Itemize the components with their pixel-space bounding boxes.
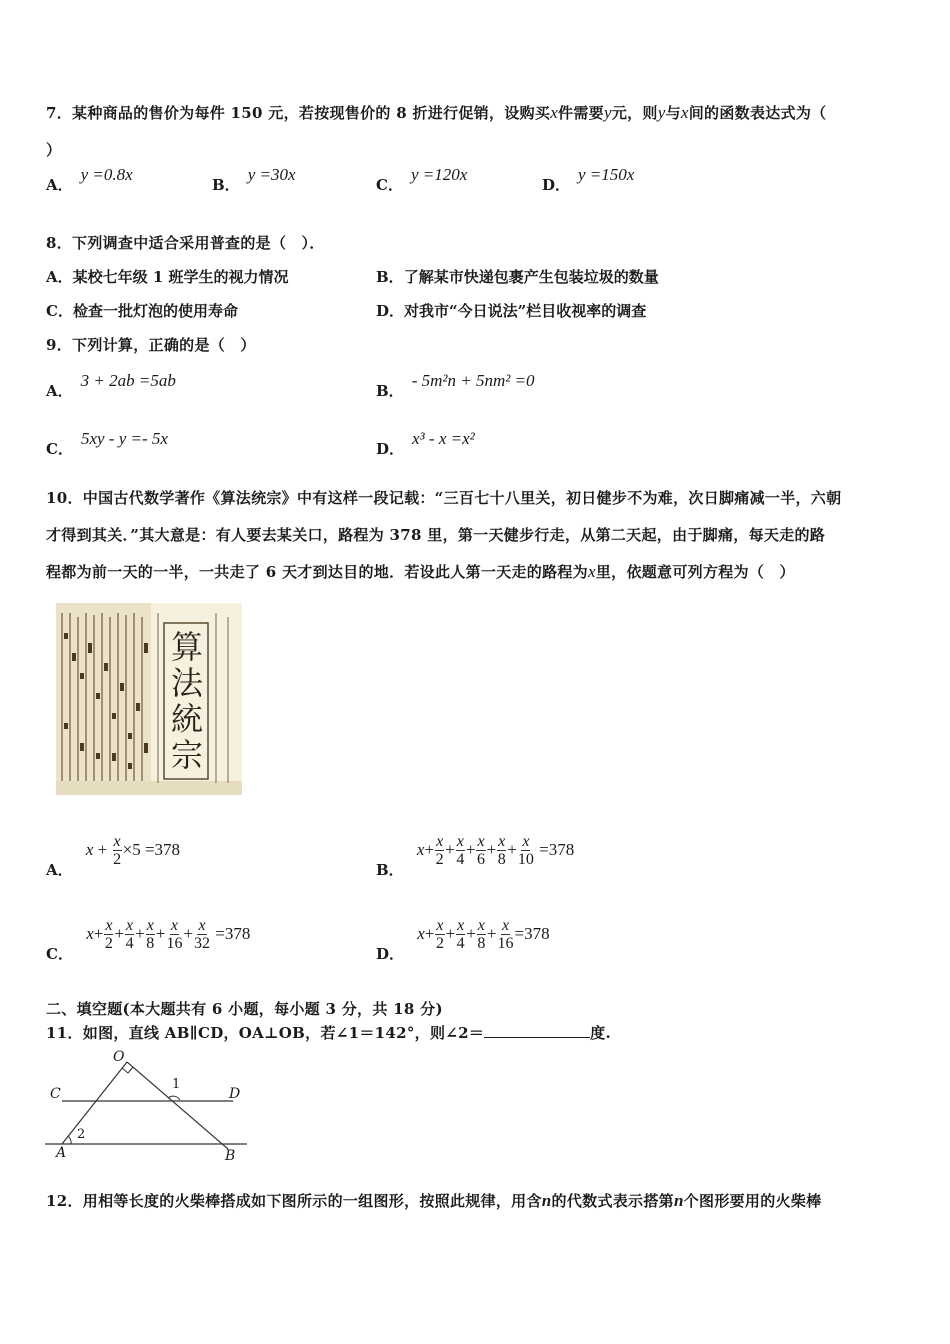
right-angle-mark bbox=[122, 1067, 133, 1073]
section2-heading: 二、填空题(本大题共有 6 小题，每小题 3 分，共 18 分) bbox=[46, 1000, 443, 1018]
label-c: C bbox=[50, 1086, 61, 1102]
segment-oa bbox=[62, 1062, 127, 1144]
q10-option-d-expr: x+ $\frac{x}{2}$ + $\frac{x}{4}$ + $\frac{x}{8}$ + $\frac{x}{16}$ =378 bbox=[417, 917, 550, 952]
q10-option-a[interactable]: A． x + $\frac{x}{2}$ ×5 =378 bbox=[46, 833, 181, 879]
label-o: O bbox=[113, 1049, 125, 1065]
label-angle1: 1 bbox=[172, 1077, 181, 1092]
q10-option-b-expr: x+ $\frac{x}{2}$ + $\frac{x}{4}$ + $\frac{x}{6}$ + $\frac{x}{8}$ + $\frac{x}{10}$ =378 bbox=[416, 833, 575, 868]
label-d: D bbox=[229, 1086, 241, 1102]
q10-option-a-expr: x + $\frac{x}{2}$ ×5 =378 bbox=[85, 833, 181, 868]
q11-answer-blank[interactable] bbox=[484, 1025, 590, 1038]
label-angle2: 2 bbox=[77, 1127, 86, 1142]
q10-option-c[interactable]: C． x+ $\frac{x}{2}$ + $\frac{x}{4}$ + $\frac{x}{8}$ + $\frac{x}{16}$ + $\frac{x}{32}$ =378 bbox=[46, 917, 251, 963]
label-a: A bbox=[56, 1145, 67, 1161]
q10-line1: 10．中国古代数学著作《算法统宗》中有这样一段记载：“三百七十八里关，初日健步不为难，次日脚痛减一半，六朝 bbox=[46, 489, 842, 507]
q10-option-b[interactable]: B． x+ $\frac{x}{2}$ + $\frac{x}{4}$ + $\frac{x}{6}$ + $\frac{x}{8}$ + $\frac{x}{10}$ =378 bbox=[376, 833, 575, 879]
book-image bbox=[56, 603, 242, 795]
q9-option-b[interactable]: B．- 5m²n + 5nm² =0 bbox=[376, 371, 535, 400]
q11-stem: 11．如图，直线 AB∥CD，OA⊥OB，若∠1＝142°，则∠2＝ 度. bbox=[46, 1024, 611, 1042]
q10-line2: 才得到其关．”其大意是：有人要去某关口，路程为 378 里，第一天健步行走，从第二天起，由于脚痛，每天走的路 bbox=[46, 526, 826, 544]
q10-option-d[interactable]: D． x+ $\frac{x}{2}$ + $\frac{x}{4}$ + $\frac{x}{8}$ + $\frac{x}{16}$ =378 bbox=[376, 917, 550, 963]
angle2-arc bbox=[68, 1136, 71, 1144]
q7-option-d[interactable]: D．y =150x bbox=[542, 165, 635, 194]
q8-stem: 8．下列调查中适合采用普查的是（ ）． bbox=[46, 234, 325, 252]
q9-stem: 9．下列计算，正确的是（ ） bbox=[46, 336, 256, 354]
book-title: 算法統宗 bbox=[170, 628, 203, 774]
q7-option-b[interactable]: B．y =30x bbox=[212, 165, 296, 194]
q7-option-c[interactable]: C．y =120x bbox=[376, 165, 468, 194]
q9-option-d[interactable]: D．x³ - x =x² bbox=[376, 429, 475, 458]
q7-stem-end: ） bbox=[46, 141, 62, 159]
q9-option-c[interactable]: C．5xy - y =- 5x bbox=[46, 429, 168, 458]
q9-option-a[interactable]: A．3 + 2ab =5ab bbox=[46, 371, 176, 400]
q7-option-a[interactable]: A．y =0.8x bbox=[46, 165, 133, 194]
q10-option-c-expr: x+ $\frac{x}{2}$ + $\frac{x}{4}$ + $\frac{x}{8}$ + $\frac{x}{16}$ + $\frac{x}{32}$ =378 bbox=[86, 917, 251, 952]
q8-option-a[interactable]: A．某校七年级 1 班学生的视力情况 bbox=[46, 268, 289, 286]
q7-stem: 7．某种商品的售价为每件 150 元，若按现售价的 8 折进行促销，设购买x件需要y元，则y与x间的函数表达式为（ bbox=[46, 103, 827, 122]
q11-figure bbox=[40, 1050, 255, 1165]
q12-stem: 12．用相等长度的火柴棒搭成如下图所示的一组图形，按照此规律，用含n的代数式表示搭第n个图形要用的火柴棒 bbox=[46, 1191, 822, 1210]
q10-line3: 程都为前一天的一半，一共走了 6 天才到达目的地．若设此人第一天走的路程为x里，依题意可列方程为（ ） bbox=[46, 562, 795, 581]
segment-ob bbox=[127, 1062, 228, 1149]
label-b: B bbox=[225, 1148, 236, 1164]
q8-option-c[interactable]: C．检查一批灯泡的使用寿命 bbox=[46, 302, 238, 320]
book-image-svg bbox=[56, 603, 242, 795]
q8-option-b[interactable]: B．了解某市快递包裹产生包装垃圾的数量 bbox=[376, 268, 659, 286]
q8-option-d[interactable]: D．对我市“今日说法”栏目收视率的调查 bbox=[376, 302, 647, 320]
